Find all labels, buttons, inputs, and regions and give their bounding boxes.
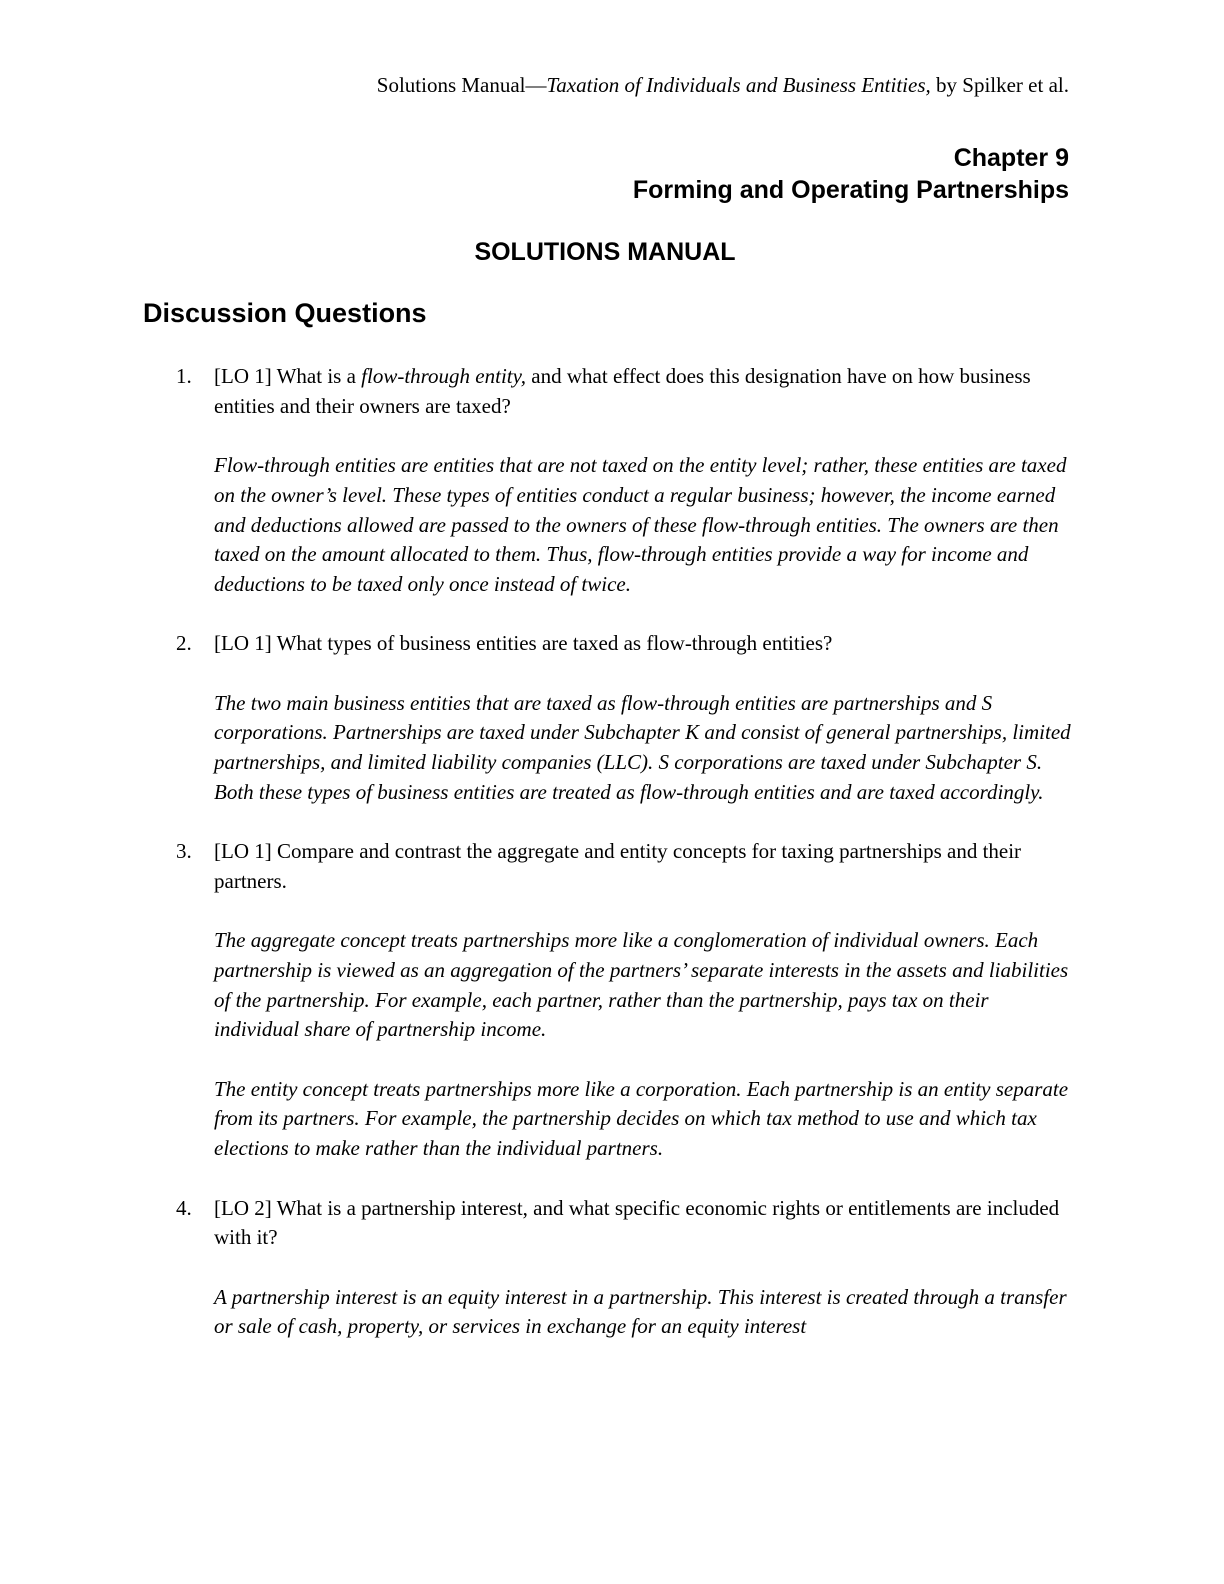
running-header xyxy=(377,70,1069,100)
question-number: 4. xyxy=(176,1195,192,1220)
manual-title: SOLUTIONS MANUAL xyxy=(474,238,736,266)
chapter-title: Forming and Operating Partnerships xyxy=(632,176,1069,204)
answer-paragraph: Flow-through entities are entities that are not taxed on the entity level; rather, these entities are taxed on the owner’s level. These types of entities conduct a regular business; however, the income earned and deductions allowed are passed to the owners of these flow-through entities. The owners are then taxed on the amount allocated to them. Thus, flow-through entities provide a way for income and deductions to be taxed only once instead of twice. xyxy=(214,453,1067,596)
header-suffix: by Spilker et al. xyxy=(930,73,1069,97)
question-text-part: [LO 1] What types of business entities are taxed as flow-through entities? xyxy=(214,631,833,656)
answer-paragraph: A partnership interest is an equity interest in a partnership. This interest is created through a transfer or sale of cash, property, or services in exchange for an equity interest xyxy=(214,1284,1067,1339)
chapter-heading xyxy=(633,142,1069,206)
answer-paragraph: The two main business entities that are taxed as flow-through entities are partnerships and S corporations. Partnerships are taxed under Subchapter K and consist of general partnerships, limited partnerships, and limited liability companies (LLC). S corporations are taxed under Subchapter S. Both these types of business entities are treated as flow-through entities and are taxed accordingly. xyxy=(214,690,1071,804)
question-item-1 xyxy=(0,362,1224,600)
question-number: 1. xyxy=(176,364,192,388)
book-title: Taxation of Individuals and Business Entities, xyxy=(546,73,931,97)
chapter-number: Chapter 9 xyxy=(953,144,1069,172)
question-text-italic: flow-through entity, xyxy=(361,364,527,388)
question-text xyxy=(0,837,1224,896)
question-text-part: and what effect does this designation have on how business entities and their owners are taxed? xyxy=(214,364,1031,418)
question-text xyxy=(0,629,1224,659)
question-item-4 xyxy=(0,1194,1224,1343)
section-heading: Discussion Questions xyxy=(143,298,427,328)
question-list xyxy=(0,362,1224,1372)
question-text xyxy=(0,362,1224,421)
answer-paragraph: The entity concept treats partnerships more like a corporation. Each partnership is an entity separate from its partners. For example, the partnership decides on which tax method to use and which tax elections to make rather than the individual partners. xyxy=(214,1076,1069,1161)
question-item-2 xyxy=(0,629,1224,807)
question-number: 2. xyxy=(176,631,192,656)
header-prefix: Solutions Manual— xyxy=(376,73,547,97)
question-text-part: [LO 2] What is a partnership interest, and what specific economic rights or entitlements are included with it? xyxy=(214,1195,1060,1250)
question-number: 3. xyxy=(176,839,192,864)
question-text-part: [LO 1] Compare and contrast the aggregate and entity concepts for taxing partnerships and their partners. xyxy=(214,839,1022,893)
question-item-3 xyxy=(0,837,1224,1164)
question-text-part: [LO 1] What is a xyxy=(214,364,362,388)
answer-paragraph: The aggregate concept treats partnerships more like a conglomeration of individual owners. Each partnership is viewed as an aggregation of the partners’ separate interests in the assets and liabilities of the partnership. For example, each partner, rather than the partnership, pays tax on their individual share of partnership income. xyxy=(214,928,1069,1042)
question-text xyxy=(0,1194,1224,1253)
